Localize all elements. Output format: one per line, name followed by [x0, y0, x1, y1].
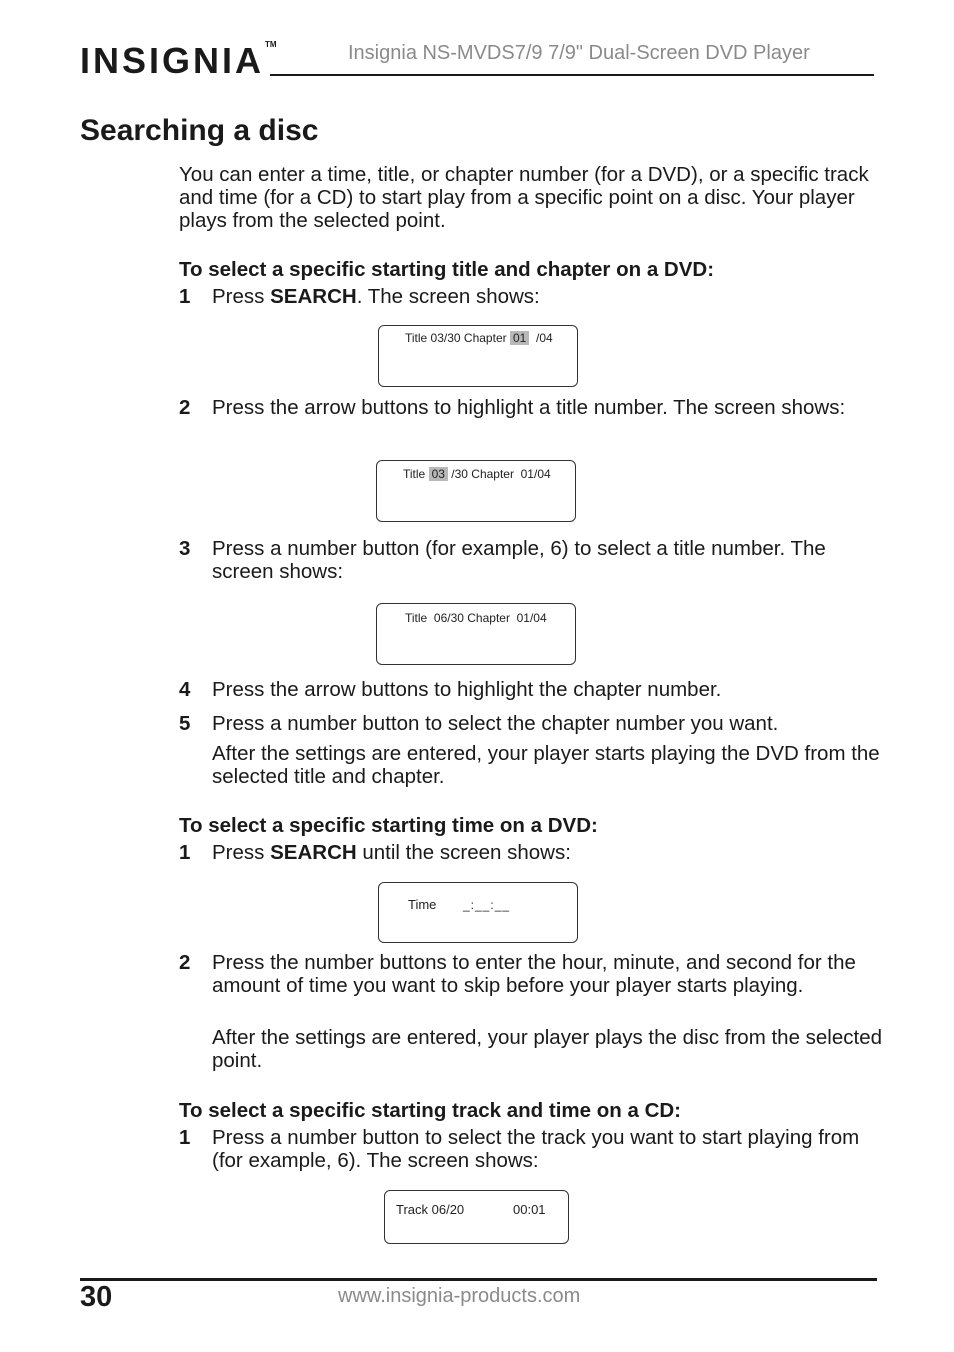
step-note: After the settings are entered, your player plays the disc from the selected point. [212, 1026, 883, 1072]
search-button-label: SEARCH [270, 285, 357, 308]
step-text [212, 285, 882, 308]
step-text-part: Press [212, 841, 271, 864]
step-note: After the settings are entered, your player starts playing the DVD from the selected title and chapter. [212, 742, 880, 788]
step-number: 1 [179, 285, 191, 308]
step-number: 1 [179, 841, 191, 864]
osd-highlight: 03 [429, 467, 448, 481]
footer-divider [80, 1278, 877, 1281]
osd-screen-title-chapter [378, 325, 578, 387]
section-heading-cd: To select a specific starting track and time on a CD: [179, 1099, 682, 1122]
intro-paragraph: You can enter a time, title, or chapter number (for a DVD), or a specific track and time (for a CD) to start play from a specific point on a disc. Your player plays from the selected point. [179, 163, 869, 232]
section-heading-dvd-time: To select a specific starting time on a DVD: [179, 814, 598, 837]
step-text: Press a number button (for example, 6) to select a title number. The screen shows: [212, 537, 826, 583]
header-title: Insignia NS-MVDS7/9 7/9" Dual-Screen DVD Player [348, 42, 810, 64]
osd-time-value: _:__:__ [463, 898, 511, 912]
step-text: Press the number buttons to enter the hour, minute, and second for the amount of time you want to skip before your player starts playing. [212, 951, 856, 997]
step-text: Press the arrow buttons to highlight a title number. The screen shows: [212, 396, 846, 419]
step-number: 1 [179, 1126, 191, 1149]
header-divider [270, 74, 874, 76]
osd-time-label: Time [408, 897, 437, 912]
osd-screen-cd-track [384, 1190, 569, 1244]
osd-text: Title [403, 467, 429, 481]
logo-trademark: TM [265, 40, 277, 49]
step-number: 4 [179, 678, 191, 701]
step-text: Press a number button to select the chapter number you want. [212, 712, 779, 735]
osd-highlight: 01 [510, 331, 529, 345]
step-text [212, 841, 882, 864]
step-text-part: . The screen shows: [356, 285, 540, 308]
osd-text: /04 [529, 331, 553, 345]
step-text-part: Press [212, 285, 271, 308]
osd-track: Track 06/20 [396, 1202, 465, 1217]
logo-text: INSIGNIA [80, 40, 265, 81]
section-heading-dvd-title: To select a specific starting title and chapter on a DVD: [179, 258, 715, 281]
osd-text: Title 06/30 Chapter 01/04 [405, 611, 547, 625]
step-text-part: until the screen shows: [356, 841, 571, 864]
osd-track-time: 00:01 [513, 1202, 546, 1217]
step-number: 5 [179, 712, 191, 735]
osd-text: /30 Chapter 01/04 [447, 467, 551, 481]
osd-screen-time [378, 882, 578, 943]
step-text: Press the arrow buttons to highlight the chapter number. [212, 678, 722, 701]
step-number: 3 [179, 537, 191, 560]
search-button-label: SEARCH [270, 841, 357, 864]
step-number: 2 [179, 951, 191, 974]
page-title: Searching a disc [80, 114, 319, 147]
insignia-logo [80, 40, 277, 82]
page-number: 30 [80, 1281, 113, 1313]
step-number: 2 [179, 396, 191, 419]
step-text: Press a number button to select the track you want to start playing from (for example, 6). The screen shows: [212, 1126, 860, 1172]
osd-screen-title-highlight [376, 460, 576, 522]
osd-text: Title 03/30 Chapter [405, 331, 510, 345]
footer-url: www.insignia-products.com [338, 1285, 581, 1307]
osd-screen-title-selected [376, 603, 576, 665]
